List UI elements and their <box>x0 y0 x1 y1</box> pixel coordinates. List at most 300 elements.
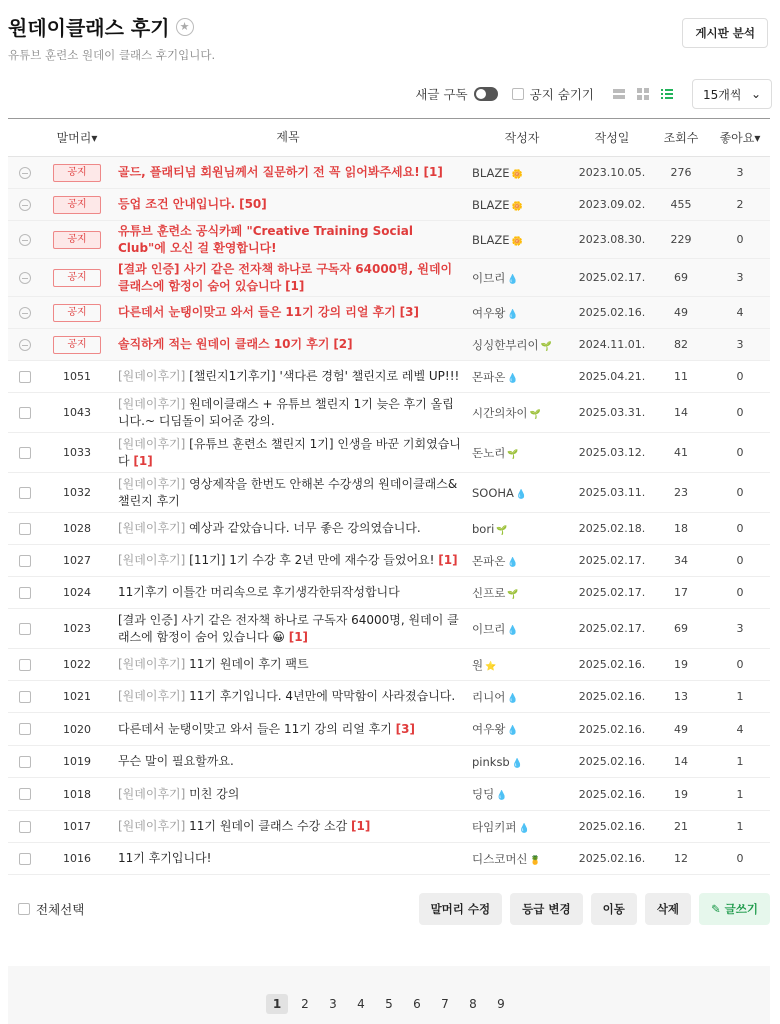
post-title-link[interactable]: [결과 인증] 사기 같은 전자책 하나로 구독자 64000명, 원데이 클래스에 함정이 숨어 있습니다 <box>118 261 453 293</box>
post-number: 1022 <box>63 658 91 671</box>
post-likes: 0 <box>736 233 744 246</box>
post-views: 41 <box>674 446 688 459</box>
page-link[interactable]: 8 <box>469 997 477 1011</box>
notice-tag-cell <box>42 164 112 182</box>
post-title-cell[interactable] <box>112 223 472 257</box>
member-grade-icon: 💧 <box>507 557 519 568</box>
post-likes: 1 <box>736 755 744 768</box>
post-title-cell[interactable] <box>112 656 472 673</box>
post-date: 2025.03.12. <box>578 446 646 459</box>
comment-count[interactable]: [3] <box>395 721 415 736</box>
album-view-icon[interactable] <box>636 87 650 101</box>
post-author[interactable]: 여우왕 💧 <box>472 305 519 320</box>
table-row[interactable] <box>8 649 770 681</box>
post-views: 19 <box>674 787 688 801</box>
post-author[interactable]: 리니어 💧 <box>472 689 519 704</box>
post-title-link[interactable]: 골드, 플래티넘 회원님께서 질문하기 전 꼭 읽어봐주세요! <box>118 165 420 179</box>
post-title-link[interactable]: [결과 인증] 사기 같은 전자책 하나로 구독자 64000명, 원데이 클래스에 함정이 숨어 있습니다 😀 <box>118 612 459 644</box>
chevron-down-icon: ⌄ <box>750 87 761 101</box>
row-checkbox[interactable] <box>19 587 31 599</box>
comment-count[interactable]: [1] <box>285 278 305 293</box>
comment-count[interactable]: [1] <box>133 453 153 468</box>
row-select-cell <box>8 234 42 246</box>
post-author[interactable]: 딩딩 💧 <box>472 787 508 801</box>
per-page-value: 15개씩 <box>703 87 742 102</box>
title-row <box>8 12 772 41</box>
row-select-cell <box>8 339 42 351</box>
post-views: 18 <box>674 522 688 535</box>
post-likes: 3 <box>736 338 744 351</box>
post-title-link[interactable]: 미친 강의 <box>189 786 240 801</box>
comment-count[interactable]: [1] <box>288 629 309 644</box>
row-checkbox[interactable] <box>19 691 31 703</box>
row-checkbox[interactable] <box>19 447 31 459</box>
post-title-link[interactable]: 다른데서 눈탱이맞고 와서 들은 11기 강의 리얼 후기 <box>118 721 392 736</box>
table-row[interactable] <box>8 361 770 393</box>
row-select-cell <box>8 659 42 671</box>
post-number: 1028 <box>63 522 91 535</box>
post-title-cell[interactable] <box>112 584 472 601</box>
member-grade-icon: 💧 <box>518 823 530 834</box>
post-title-cell[interactable] <box>112 688 472 705</box>
post-title-link[interactable]: 11기 후기입니다! <box>118 851 212 865</box>
post-author[interactable]: 타임키퍼 💧 <box>472 819 530 834</box>
post-author[interactable]: 싱싱한부리이 🌱 <box>472 337 552 352</box>
table-row[interactable] <box>8 778 770 811</box>
table-row[interactable] <box>8 545 770 577</box>
post-views: 14 <box>674 755 688 768</box>
row-checkbox[interactable] <box>19 756 31 768</box>
page-link[interactable]: 2 <box>301 997 309 1011</box>
row-select-cell <box>8 723 42 735</box>
member-grade-icon: 🌼 <box>511 236 523 247</box>
write-label: 글쓰기 <box>724 902 758 916</box>
row-checkbox[interactable] <box>19 371 31 383</box>
post-head-tag: [원데이후기] <box>118 476 186 491</box>
post-date: 2023.10.05. <box>578 166 646 179</box>
row-select-cell <box>8 788 42 800</box>
member-grade-icon: 🌼 <box>511 201 523 212</box>
post-title-cell[interactable] <box>112 552 472 569</box>
post-views: 13 <box>674 690 688 703</box>
table-row[interactable] <box>8 609 770 649</box>
page-link[interactable]: 5 <box>385 997 393 1011</box>
post-author[interactable]: BLAZE 🌼 <box>472 232 523 247</box>
post-head-tag: [원데이후기] <box>118 657 186 671</box>
post-date: 2025.02.17. <box>578 554 646 567</box>
row-select-cell <box>8 756 42 768</box>
action-buttons <box>419 893 770 925</box>
post-number: 1020 <box>63 722 91 736</box>
row-select-cell <box>8 587 42 599</box>
row-checkbox[interactable] <box>19 659 31 671</box>
post-views: 11 <box>674 370 688 383</box>
post-number: 1018 <box>63 787 91 801</box>
post-author[interactable]: BLAZE 🌼 <box>472 165 523 180</box>
column-date: 작성일 <box>594 131 630 145</box>
post-likes: 1 <box>736 690 744 703</box>
post-title-cell[interactable] <box>112 850 472 867</box>
pagination-area <box>8 966 770 1024</box>
per-page-select[interactable] <box>692 79 772 109</box>
post-title-cell[interactable] <box>112 476 472 510</box>
select-all-label: 전체선택 <box>36 902 85 917</box>
post-head-tag: [원데이후기] <box>118 369 186 383</box>
comment-count[interactable]: [2] <box>333 337 353 351</box>
page-subtitle: 유튜브 훈련소 원데이 클래스 후기입니다. <box>8 48 216 62</box>
post-title-cell[interactable] <box>112 261 472 295</box>
post-date: 2023.09.02. <box>578 198 646 211</box>
table-row[interactable] <box>8 433 770 473</box>
notice-badge: 공지 <box>53 231 101 249</box>
post-title-link[interactable]: 유튜브 훈련소 공식카페 "Creative Training Social Club"에 오신 걸 환영합니다! <box>118 223 413 255</box>
comment-count[interactable]: [1] <box>423 165 443 179</box>
post-likes: 4 <box>736 306 744 319</box>
post-title-link[interactable]: [유튜브 훈련소 챌린지 1기] 인생을 바꾼 기회였습니다 <box>118 436 461 468</box>
notice-row[interactable] <box>8 189 770 221</box>
post-date: 2025.02.17. <box>578 586 646 599</box>
notice-tag-cell <box>42 336 112 354</box>
post-author[interactable]: 신프로 🌱 <box>472 585 519 600</box>
notice-minus-icon <box>19 167 31 179</box>
post-author[interactable]: 디스코머신 🍍 <box>472 851 541 866</box>
post-likes: 0 <box>736 554 744 567</box>
column-head-filter[interactable]: 말머리▾ <box>56 131 98 145</box>
post-number: 1023 <box>63 622 91 635</box>
subscribe-toggle-wrap[interactable] <box>415 85 497 103</box>
hide-notice-wrap[interactable] <box>512 85 594 103</box>
post-title-cell[interactable] <box>112 612 472 646</box>
row-checkbox[interactable] <box>19 821 31 833</box>
post-views: 49 <box>674 722 688 736</box>
post-title-cell[interactable] <box>112 336 472 353</box>
table-row[interactable] <box>8 513 770 545</box>
member-grade-icon: 💧 <box>507 274 519 285</box>
hide-notice-checkbox[interactable] <box>512 88 524 100</box>
page-link[interactable]: 9 <box>497 997 505 1011</box>
post-date: 2025.02.16. <box>578 658 646 671</box>
row-checkbox[interactable] <box>19 523 31 535</box>
post-title-cell[interactable] <box>112 786 472 803</box>
table-row[interactable] <box>8 713 770 746</box>
post-date: 2025.02.16. <box>578 690 646 703</box>
view-mode-icons <box>612 87 674 101</box>
post-number: 1016 <box>63 852 91 865</box>
edit-head-button[interactable]: 말머리 수정 <box>419 893 503 925</box>
post-date: 2025.03.31. <box>578 406 646 419</box>
post-views: 229 <box>670 233 692 246</box>
post-views: 69 <box>674 271 688 284</box>
post-number: 1021 <box>63 690 91 703</box>
row-checkbox[interactable] <box>19 555 31 567</box>
post-title-link[interactable]: 예상과 같았습니다. 너무 좋은 강의였습니다. <box>189 521 421 535</box>
post-likes: 4 <box>736 722 744 736</box>
row-checkbox[interactable] <box>19 487 31 499</box>
post-title-link[interactable]: 영상제작을 한번도 안해본 수강생의 원데이클래스& 챌린지 후기 <box>118 476 458 508</box>
post-views: 12 <box>674 852 688 865</box>
card-view-icon[interactable] <box>612 87 626 101</box>
member-grade-icon: 💧 <box>507 726 519 736</box>
post-date: 2025.02.16. <box>578 852 646 865</box>
comment-count[interactable]: [1] <box>438 553 458 567</box>
member-grade-icon: 💧 <box>511 758 523 769</box>
post-title-link[interactable]: 11기 원데이 후기 팩트 <box>189 657 309 671</box>
post-date: 2025.02.17. <box>578 622 646 635</box>
notice-tag-cell <box>42 231 112 249</box>
page-link[interactable]: 3 <box>329 997 337 1011</box>
post-views: 21 <box>674 820 688 833</box>
post-title-link[interactable]: 무슨 말이 필요할까요. <box>118 754 234 768</box>
pagination <box>8 994 770 1014</box>
row-select-cell <box>8 853 42 865</box>
member-grade-icon: 💧 <box>507 625 519 636</box>
post-title-cell[interactable] <box>112 164 472 181</box>
post-title-link[interactable]: 등업 조건 안내입니다. <box>118 197 236 211</box>
member-grade-icon: 🌱 <box>507 449 519 460</box>
post-number: 1017 <box>63 820 91 833</box>
page-link[interactable]: 7 <box>441 997 449 1011</box>
post-title-cell[interactable] <box>112 396 472 430</box>
post-likes: 0 <box>736 522 744 535</box>
post-date: 2025.04.21. <box>578 370 646 383</box>
post-views: 276 <box>670 166 692 179</box>
post-views: 82 <box>674 338 688 351</box>
post-date: 2025.02.16. <box>578 755 646 768</box>
post-author[interactable]: pinksb 💧 <box>472 754 523 769</box>
list-view-icon[interactable] <box>660 87 674 101</box>
table-row[interactable] <box>8 746 770 778</box>
notice-row[interactable] <box>8 221 770 259</box>
table-row[interactable] <box>8 577 770 609</box>
post-head-tag: [원데이후기] <box>118 786 186 801</box>
post-likes: 1 <box>736 820 744 833</box>
post-likes: 0 <box>736 852 744 865</box>
delete-button[interactable]: 삭제 <box>645 893 691 925</box>
row-checkbox[interactable] <box>19 407 31 419</box>
list-toolbar <box>8 78 772 110</box>
post-title-cell[interactable] <box>112 368 472 385</box>
member-grade-icon: 💧 <box>496 791 508 801</box>
row-select-cell <box>8 307 42 319</box>
post-views: 19 <box>674 658 688 671</box>
change-grade-button[interactable]: 등급 변경 <box>510 893 582 925</box>
hide-notice-label: 공지 숨기기 <box>529 87 594 102</box>
board-analyze-button[interactable]: 게시판 분석 <box>682 18 768 48</box>
post-number: 1032 <box>63 486 91 499</box>
notice-tag-cell <box>42 196 112 214</box>
post-title-link[interactable]: 솔직하게 적는 원데이 클래스 10기 후기 <box>118 337 330 351</box>
member-grade-icon: 🌱 <box>507 589 519 600</box>
row-select-cell <box>8 199 42 211</box>
page-link[interactable]: 4 <box>357 997 365 1011</box>
post-likes: 0 <box>736 370 744 383</box>
subscribe-label: 새글 구독 <box>415 87 468 102</box>
post-title-cell[interactable] <box>112 304 472 321</box>
post-number: 1027 <box>63 554 91 567</box>
post-likes: 1 <box>736 787 744 801</box>
subscribe-toggle[interactable] <box>474 87 498 101</box>
post-views: 23 <box>674 486 688 499</box>
post-date: 2025.02.17. <box>578 271 646 284</box>
post-title-link[interactable]: 11기 원데이 클래스 수강 소감 <box>189 819 348 833</box>
comment-count[interactable]: [50] <box>239 197 267 211</box>
favorite-star-icon[interactable]: ★ <box>176 18 194 36</box>
post-author[interactable]: SOOHA 💧 <box>472 485 528 500</box>
notice-badge: 공지 <box>53 304 101 322</box>
post-number: 1051 <box>63 370 91 383</box>
notice-minus-icon <box>19 234 31 246</box>
post-head-tag: [원데이후기] <box>118 396 186 411</box>
column-likes-sort[interactable]: 좋아요▾ <box>719 131 761 145</box>
post-date: 2025.02.18. <box>578 522 646 535</box>
column-views: 조회수 <box>663 131 699 145</box>
row-select-cell <box>8 555 42 567</box>
post-likes: 0 <box>736 446 744 459</box>
post-title-cell[interactable] <box>112 721 472 738</box>
post-title-link[interactable]: 11기 후기입니다. 4년만에 막막함이 사라졌습니다. <box>189 689 456 703</box>
post-author[interactable]: BLAZE 🌼 <box>472 197 523 212</box>
table-row[interactable] <box>8 473 770 513</box>
select-all-checkbox[interactable] <box>18 903 30 915</box>
post-likes: 3 <box>736 271 744 284</box>
row-checkbox[interactable] <box>19 623 31 635</box>
post-head-tag: [원데이후기] <box>118 521 186 535</box>
comment-count[interactable]: [3] <box>399 305 419 319</box>
post-views: 69 <box>674 622 688 635</box>
row-select-cell <box>8 407 42 419</box>
post-date: 2025.03.11. <box>578 486 646 499</box>
member-grade-icon: 💧 <box>507 373 519 384</box>
post-title-cell[interactable] <box>112 196 472 213</box>
notice-row[interactable] <box>8 329 770 361</box>
table-header <box>8 119 770 157</box>
post-likes: 2 <box>736 198 744 211</box>
notice-minus-icon <box>19 272 31 284</box>
post-title-link[interactable]: 원데이클래스 + 유튜브 챌린지 1기 늦은 후기 올립니다.~ 디딤돌이 되어준 강의. <box>118 396 454 428</box>
post-author[interactable]: 여우왕 💧 <box>472 722 519 736</box>
notice-minus-icon <box>19 307 31 319</box>
post-views: 455 <box>670 198 692 211</box>
row-select-cell <box>8 623 42 635</box>
table-body <box>8 157 770 875</box>
post-title-link[interactable]: [11기] 1기 수강 후 2년 만에 재수강 들었어요! <box>189 553 435 567</box>
write-button[interactable] <box>699 893 770 925</box>
post-number: 1033 <box>63 446 91 459</box>
row-select-cell <box>8 523 42 535</box>
row-checkbox[interactable] <box>19 853 31 865</box>
row-checkbox[interactable] <box>19 788 31 800</box>
post-head-tag: [원데이후기] <box>118 689 186 703</box>
member-grade-icon: 🌱 <box>540 341 552 352</box>
table-row[interactable] <box>8 811 770 843</box>
post-views: 34 <box>674 554 688 567</box>
post-date: 2025.02.16. <box>578 787 646 801</box>
member-grade-icon: 💧 <box>507 309 519 320</box>
board-header <box>8 12 772 72</box>
column-title: 제목 <box>276 130 300 144</box>
post-date: 2025.02.16. <box>578 820 646 833</box>
post-date: 2023.08.30. <box>578 233 646 246</box>
member-grade-icon: 💧 <box>515 489 528 500</box>
post-likes: 0 <box>736 486 744 499</box>
post-author[interactable]: 이므리 💧 <box>472 270 519 285</box>
row-select-cell <box>8 371 42 383</box>
page-link[interactable]: 1 <box>266 994 288 1014</box>
post-date: 2024.11.01. <box>578 338 646 351</box>
notice-row[interactable] <box>8 157 770 189</box>
notice-badge: 공지 <box>53 164 101 182</box>
notice-tag-cell <box>42 269 112 287</box>
notice-badge: 공지 <box>53 336 101 354</box>
post-head-tag: [원데이후기] <box>118 436 186 451</box>
member-grade-icon: 🌼 <box>511 169 523 180</box>
post-number: 1019 <box>63 755 91 768</box>
post-head-tag: [원데이후기] <box>118 553 186 567</box>
row-checkbox[interactable] <box>19 723 31 735</box>
post-likes: 0 <box>736 658 744 671</box>
post-date: 2025.02.16. <box>578 722 646 736</box>
bottom-actions <box>8 892 770 926</box>
notice-badge: 공지 <box>53 269 101 287</box>
post-number: 1043 <box>63 406 91 419</box>
post-likes: 0 <box>736 586 744 599</box>
move-button[interactable]: 이동 <box>591 893 637 925</box>
post-author[interactable]: 시간의차이 🌱 <box>472 405 541 420</box>
notice-row[interactable] <box>8 259 770 297</box>
row-select-cell <box>8 447 42 459</box>
page-link[interactable]: 6 <box>413 997 421 1011</box>
notice-badge: 공지 <box>53 196 101 214</box>
table-row[interactable] <box>8 393 770 433</box>
member-grade-icon: 💧 <box>507 693 519 704</box>
post-author[interactable]: 몬파온 💧 <box>472 553 519 568</box>
comment-count[interactable]: [1] <box>351 819 371 833</box>
select-all[interactable] <box>18 900 84 918</box>
post-title-link[interactable]: 다른데서 눈탱이맞고 와서 들은 11기 강의 리얼 후기 <box>118 305 396 319</box>
post-date: 2025.02.16. <box>578 306 646 319</box>
post-author[interactable]: 돈노리 🌱 <box>472 445 519 460</box>
row-select-cell <box>8 821 42 833</box>
post-likes: 3 <box>736 166 744 179</box>
post-title-link[interactable]: 11기후기 이틀간 머리속으로 후기생각한뒤작성합니다 <box>118 585 400 599</box>
post-table <box>8 118 770 875</box>
notice-minus-icon <box>19 339 31 351</box>
post-title-link[interactable]: [챌린지1기후기] '색다른 경험' 챌린지로 레벨 UP!!! <box>189 369 460 383</box>
post-author[interactable]: 원 ⭐ <box>472 657 497 672</box>
member-grade-icon: 🌱 <box>496 525 508 536</box>
table-row[interactable] <box>8 681 770 713</box>
post-title-cell[interactable] <box>112 520 472 537</box>
notice-row[interactable] <box>8 297 770 329</box>
post-likes: 3 <box>736 622 744 635</box>
post-likes: 0 <box>736 406 744 419</box>
post-views: 14 <box>674 406 688 419</box>
notice-minus-icon <box>19 199 31 211</box>
post-title-cell[interactable] <box>112 436 472 470</box>
post-title-cell[interactable] <box>112 753 472 770</box>
page-title: 원데이클래스 후기 <box>8 16 170 40</box>
member-grade-icon: 🍍 <box>529 855 541 866</box>
row-select-cell <box>8 691 42 703</box>
post-author[interactable]: 몬파온 💧 <box>472 369 519 384</box>
post-views: 17 <box>674 586 688 599</box>
table-row[interactable] <box>8 843 770 875</box>
post-author[interactable]: 이므리 💧 <box>472 621 519 636</box>
post-title-cell[interactable] <box>112 818 472 835</box>
post-head-tag: [원데이후기] <box>118 819 186 833</box>
row-select-cell <box>8 487 42 499</box>
post-author[interactable]: bori 🌱 <box>472 521 508 536</box>
